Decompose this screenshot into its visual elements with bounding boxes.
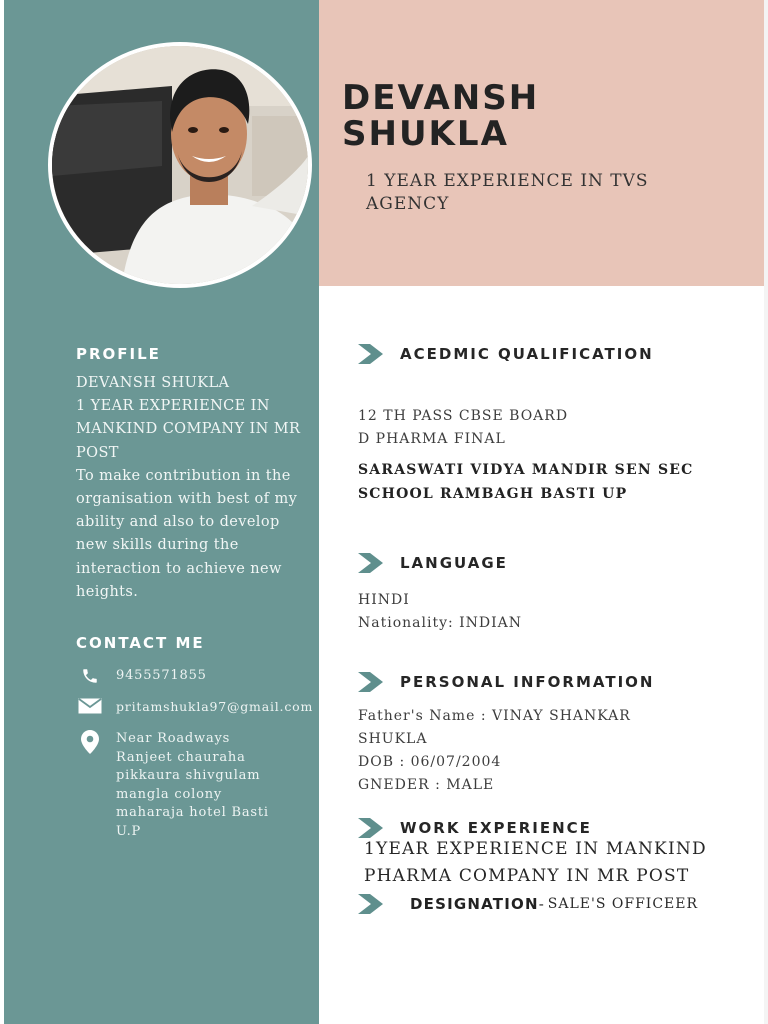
headline-subtitle: 1 YEAR EXPERIENCE IN TVS AGENCY [366,171,649,214]
school-name: SARASWATI VIDYA MANDIR SEN SEC SCHOOL RAMBAGH BASTI UP [358,462,694,502]
contact-heading: CONTACT ME [76,634,205,652]
father-name: Father's Name : VINAY SHANKAR SHUKLA [358,708,631,747]
chevron-right-icon [358,894,384,914]
nationality: Nationality: INDIAN [358,615,523,631]
chevron-right-icon [358,344,384,364]
page-edge [764,0,768,1024]
profile-heading: PROFILE [76,345,161,363]
academic-section-header [358,344,654,364]
contact-phone-row [78,667,207,686]
email-address[interactable]: pritamshukla97@gmail.com [116,699,314,714]
profile-text: DEVANSH SHUKLA 1 YEAR EXPERIENCE IN MANKIND COMPANY IN MR POST To make contribution in the organisation with best of my ability and also to develop new skills during the interaction to achieve new heights. [76,375,301,600]
designation-label: DESIGNATION [410,895,539,913]
academic-heading: ACEDMIC QUALIFICATION [400,345,654,363]
date-of-birth: DOB : 06/07/2004 [358,754,502,770]
phone-icon [78,667,102,685]
location-pin-icon [78,730,102,754]
chevron-right-icon [358,818,384,838]
language-section-header [358,553,508,573]
contact-address-row [78,730,269,841]
contact-email-row [78,698,313,717]
designation-row [358,894,698,914]
designation-separator: - [538,895,544,913]
work-section-header [358,818,592,838]
language-heading: LANGUAGE [400,554,508,572]
work-heading: WORK EXPERIENCE [400,819,592,837]
mail-icon [78,698,102,714]
personal-heading: PERSONAL INFORMATION [400,673,655,691]
profile-photo [48,42,312,288]
phone-number[interactable]: 9455571855 [116,668,207,683]
academic-line-2: D PHARMA FINAL [358,431,506,447]
chevron-right-icon [358,672,384,692]
academic-line-1: 12 TH PASS CBSE BOARD [358,408,569,424]
work-experience-text: 1YEAR EXPERIENCE IN MANKIND PHARMA COMPANY IN MR POST [364,839,707,886]
chevron-right-icon [358,553,384,573]
designation-value: SALE'S OFFICEER [547,896,699,912]
candidate-name: DEVANSH SHUKLA [342,78,540,154]
language-value: HINDI [358,592,410,608]
postal-address: Near Roadways Ranjeet chauraha pikkaura shivgulam mangla colony maharaja hotel Basti U.P [116,731,269,839]
gender: GNEDER : MALE [358,777,495,793]
personal-section-header [358,672,654,692]
